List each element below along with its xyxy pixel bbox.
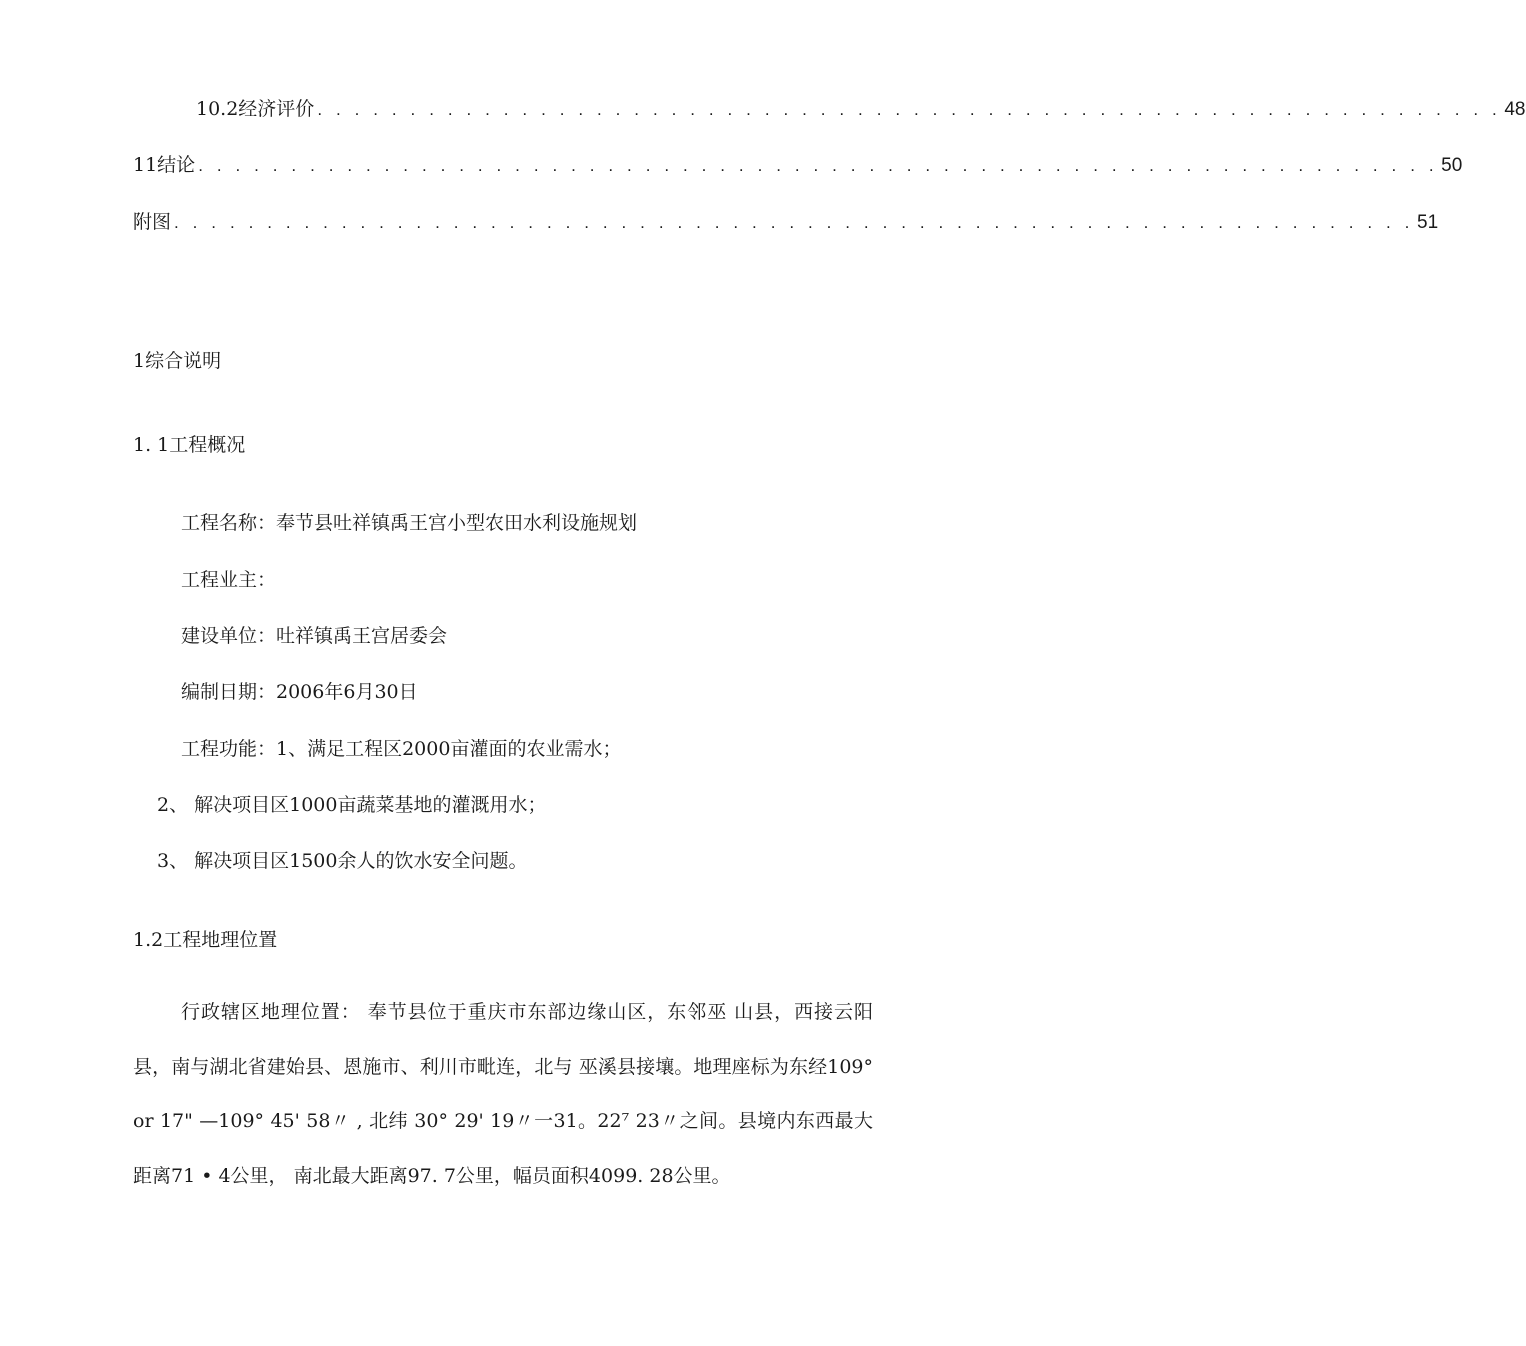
toc-entry-page: 48 xyxy=(1504,99,1526,120)
location-paragraph: 行政辖区地理位置： 奉节县位于重庆市东部边缘山区，东邻巫 山县，西接云阳县，南与湖北省建始县、恩施市、利川市毗连，北与 巫溪县接壤。地理座标为东经109° or 17" —109° 45' 58〃 , 北纬 30° 29' 19〃一31。22⁷ 23〃之间。县境内东西最大距离71 • 4公里， 南北最大距离97. 7公里，幅员面积4099. 28公里。 xyxy=(133,1001,873,1187)
date-line: 编制日期：2006年6月30日 xyxy=(181,681,418,703)
function-line-1: 工程功能：1、满足工程区2000亩灌面的农业需水； xyxy=(181,738,622,760)
function-line-2: 2、 解决项目区1000亩蔬菜基地的灌溉用水； xyxy=(157,794,547,816)
toc-leader-dots: . . . . . . . . . . . . . . . . . . . . . . . . . . . . . . . . . . . . . . . . . . . . . . . . . . . . . . . . . . . . . . . . . . . xyxy=(174,213,1414,232)
project-owner-line: 工程业主： xyxy=(181,569,277,591)
subsection-heading: 1.2工程地理位置 xyxy=(133,929,278,951)
toc-leader-dots: . . . . . . . . . . . . . . . . . . . . . . . . . . . . . . . . . . . . . . . . . . . . . . . . . . . . . . . . . . . . . . . . . . . xyxy=(198,156,1439,175)
toc-entry-title: 附图 xyxy=(133,211,172,233)
section-heading: 1综合说明 xyxy=(133,350,222,372)
toc-entry-title: 10.2经济评价 xyxy=(196,98,315,120)
toc-entry-page: 50 xyxy=(1441,155,1463,176)
project-name-line: 工程名称：奉节县吐祥镇禹王宫小型农田水利设施规划 xyxy=(181,512,638,534)
builder-line: 建设单位：吐祥镇禹王宫居委会 xyxy=(181,625,448,647)
function-line-3: 3、 解决项目区1500余人的饮水安全问题。 xyxy=(157,850,528,872)
toc-entry-page: 51 xyxy=(1417,212,1439,233)
toc-entry[interactable] xyxy=(133,150,1463,180)
toc-entry[interactable] xyxy=(196,94,1526,124)
toc-leader-dots: . . . . . . . . . . . . . . . . . . . . . . . . . . . . . . . . . . . . . . . . . . . . . . . . . . . . . . . . . . . . . . . . xyxy=(317,100,1502,119)
subsection-heading: 1. 1工程概况 xyxy=(133,434,246,456)
toc-entry[interactable] xyxy=(133,207,1439,237)
toc-entry-title: 11结论 xyxy=(133,154,196,176)
